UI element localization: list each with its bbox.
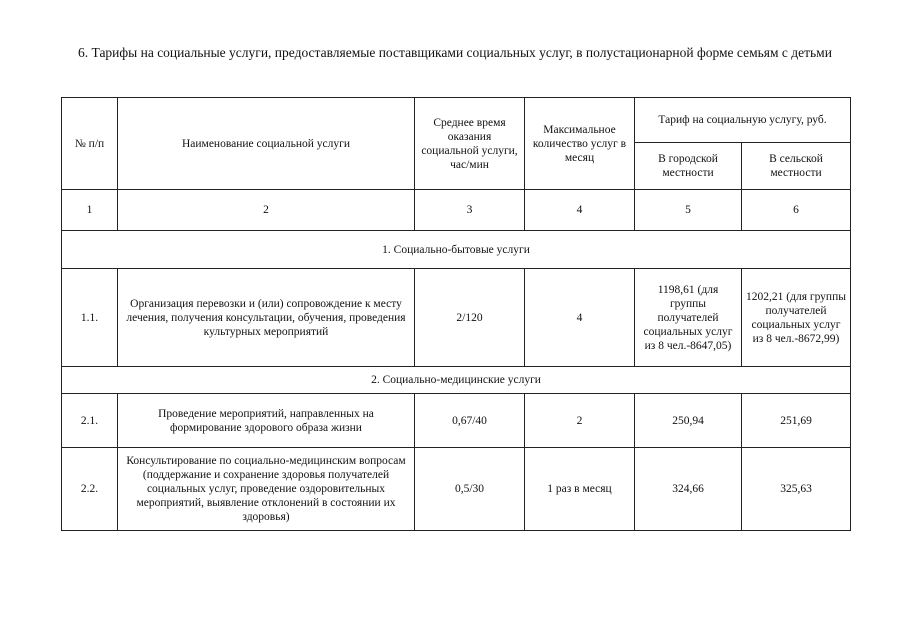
- row-count: 1 раз в месяц: [525, 448, 635, 531]
- row-num: 2.1.: [62, 394, 118, 448]
- row-time: 0,67/40: [415, 394, 525, 448]
- header-max-count: Максимальное количество услуг в месяц: [525, 98, 635, 190]
- row-tariff-urban: 250,94: [635, 394, 742, 448]
- row-time: 2/120: [415, 269, 525, 367]
- row-service-name: Проведение мероприятий, направленных на формирование здорового образа жизни: [118, 394, 415, 448]
- header-urban: В городской местности: [635, 143, 742, 190]
- section-title: 2. Социально-медицинские услуги: [62, 367, 851, 394]
- header-avg-time: Среднее время оказания социальной услуги, час/мин: [415, 98, 525, 190]
- table-row: [62, 448, 851, 531]
- row-tariff-urban: 1198,61 (для группы получателей социальных услуг из 8 чел.-8647,05): [635, 269, 742, 367]
- row-service-name: Консультирование по социально-медицинским вопросам (поддержание и сохранение здоровья получателей социальных услуг, проведение оздоровительных мероприятий, выявление отклонений в состоянии их здоровья): [118, 448, 415, 531]
- row-num: 2.2.: [62, 448, 118, 531]
- row-time: 0,5/30: [415, 448, 525, 531]
- tariff-table: [61, 97, 851, 531]
- row-tariff-urban: 324,66: [635, 448, 742, 531]
- column-number: 2: [118, 190, 415, 231]
- row-tariff-rural: 1202,21 (для группы получателей социальных услуг из 8 чел.-8672,99): [742, 269, 851, 367]
- row-tariff-rural: 325,63: [742, 448, 851, 531]
- section-row: [62, 231, 851, 269]
- column-number: 3: [415, 190, 525, 231]
- row-count: 2: [525, 394, 635, 448]
- column-number: 1: [62, 190, 118, 231]
- header-name: Наименование социальной услуги: [118, 98, 415, 190]
- section-row: [62, 367, 851, 394]
- header-rural: В сельской местности: [742, 143, 851, 190]
- table-row: [62, 269, 851, 367]
- row-tariff-rural: 251,69: [742, 394, 851, 448]
- section-title: 1. Социально-бытовые услуги: [62, 231, 851, 269]
- row-service-name: Организация перевозки и (или) сопровождение к месту лечения, получения консультации, обучения, проведения культурных мероприятий: [118, 269, 415, 367]
- row-count: 4: [525, 269, 635, 367]
- column-number: 4: [525, 190, 635, 231]
- column-numbers-row: [62, 190, 851, 231]
- document-title: 6. Тарифы на социальные услуги, предоставляемые поставщиками социальных услуг, в полустационарной форме семьям с детьми: [78, 45, 832, 60]
- column-number: 6: [742, 190, 851, 231]
- table-row: [62, 394, 851, 448]
- row-num: 1.1.: [62, 269, 118, 367]
- header-num: № п/п: [62, 98, 118, 190]
- column-number: 5: [635, 190, 742, 231]
- header-tariff: Тариф на социальную услугу, руб.: [635, 98, 851, 143]
